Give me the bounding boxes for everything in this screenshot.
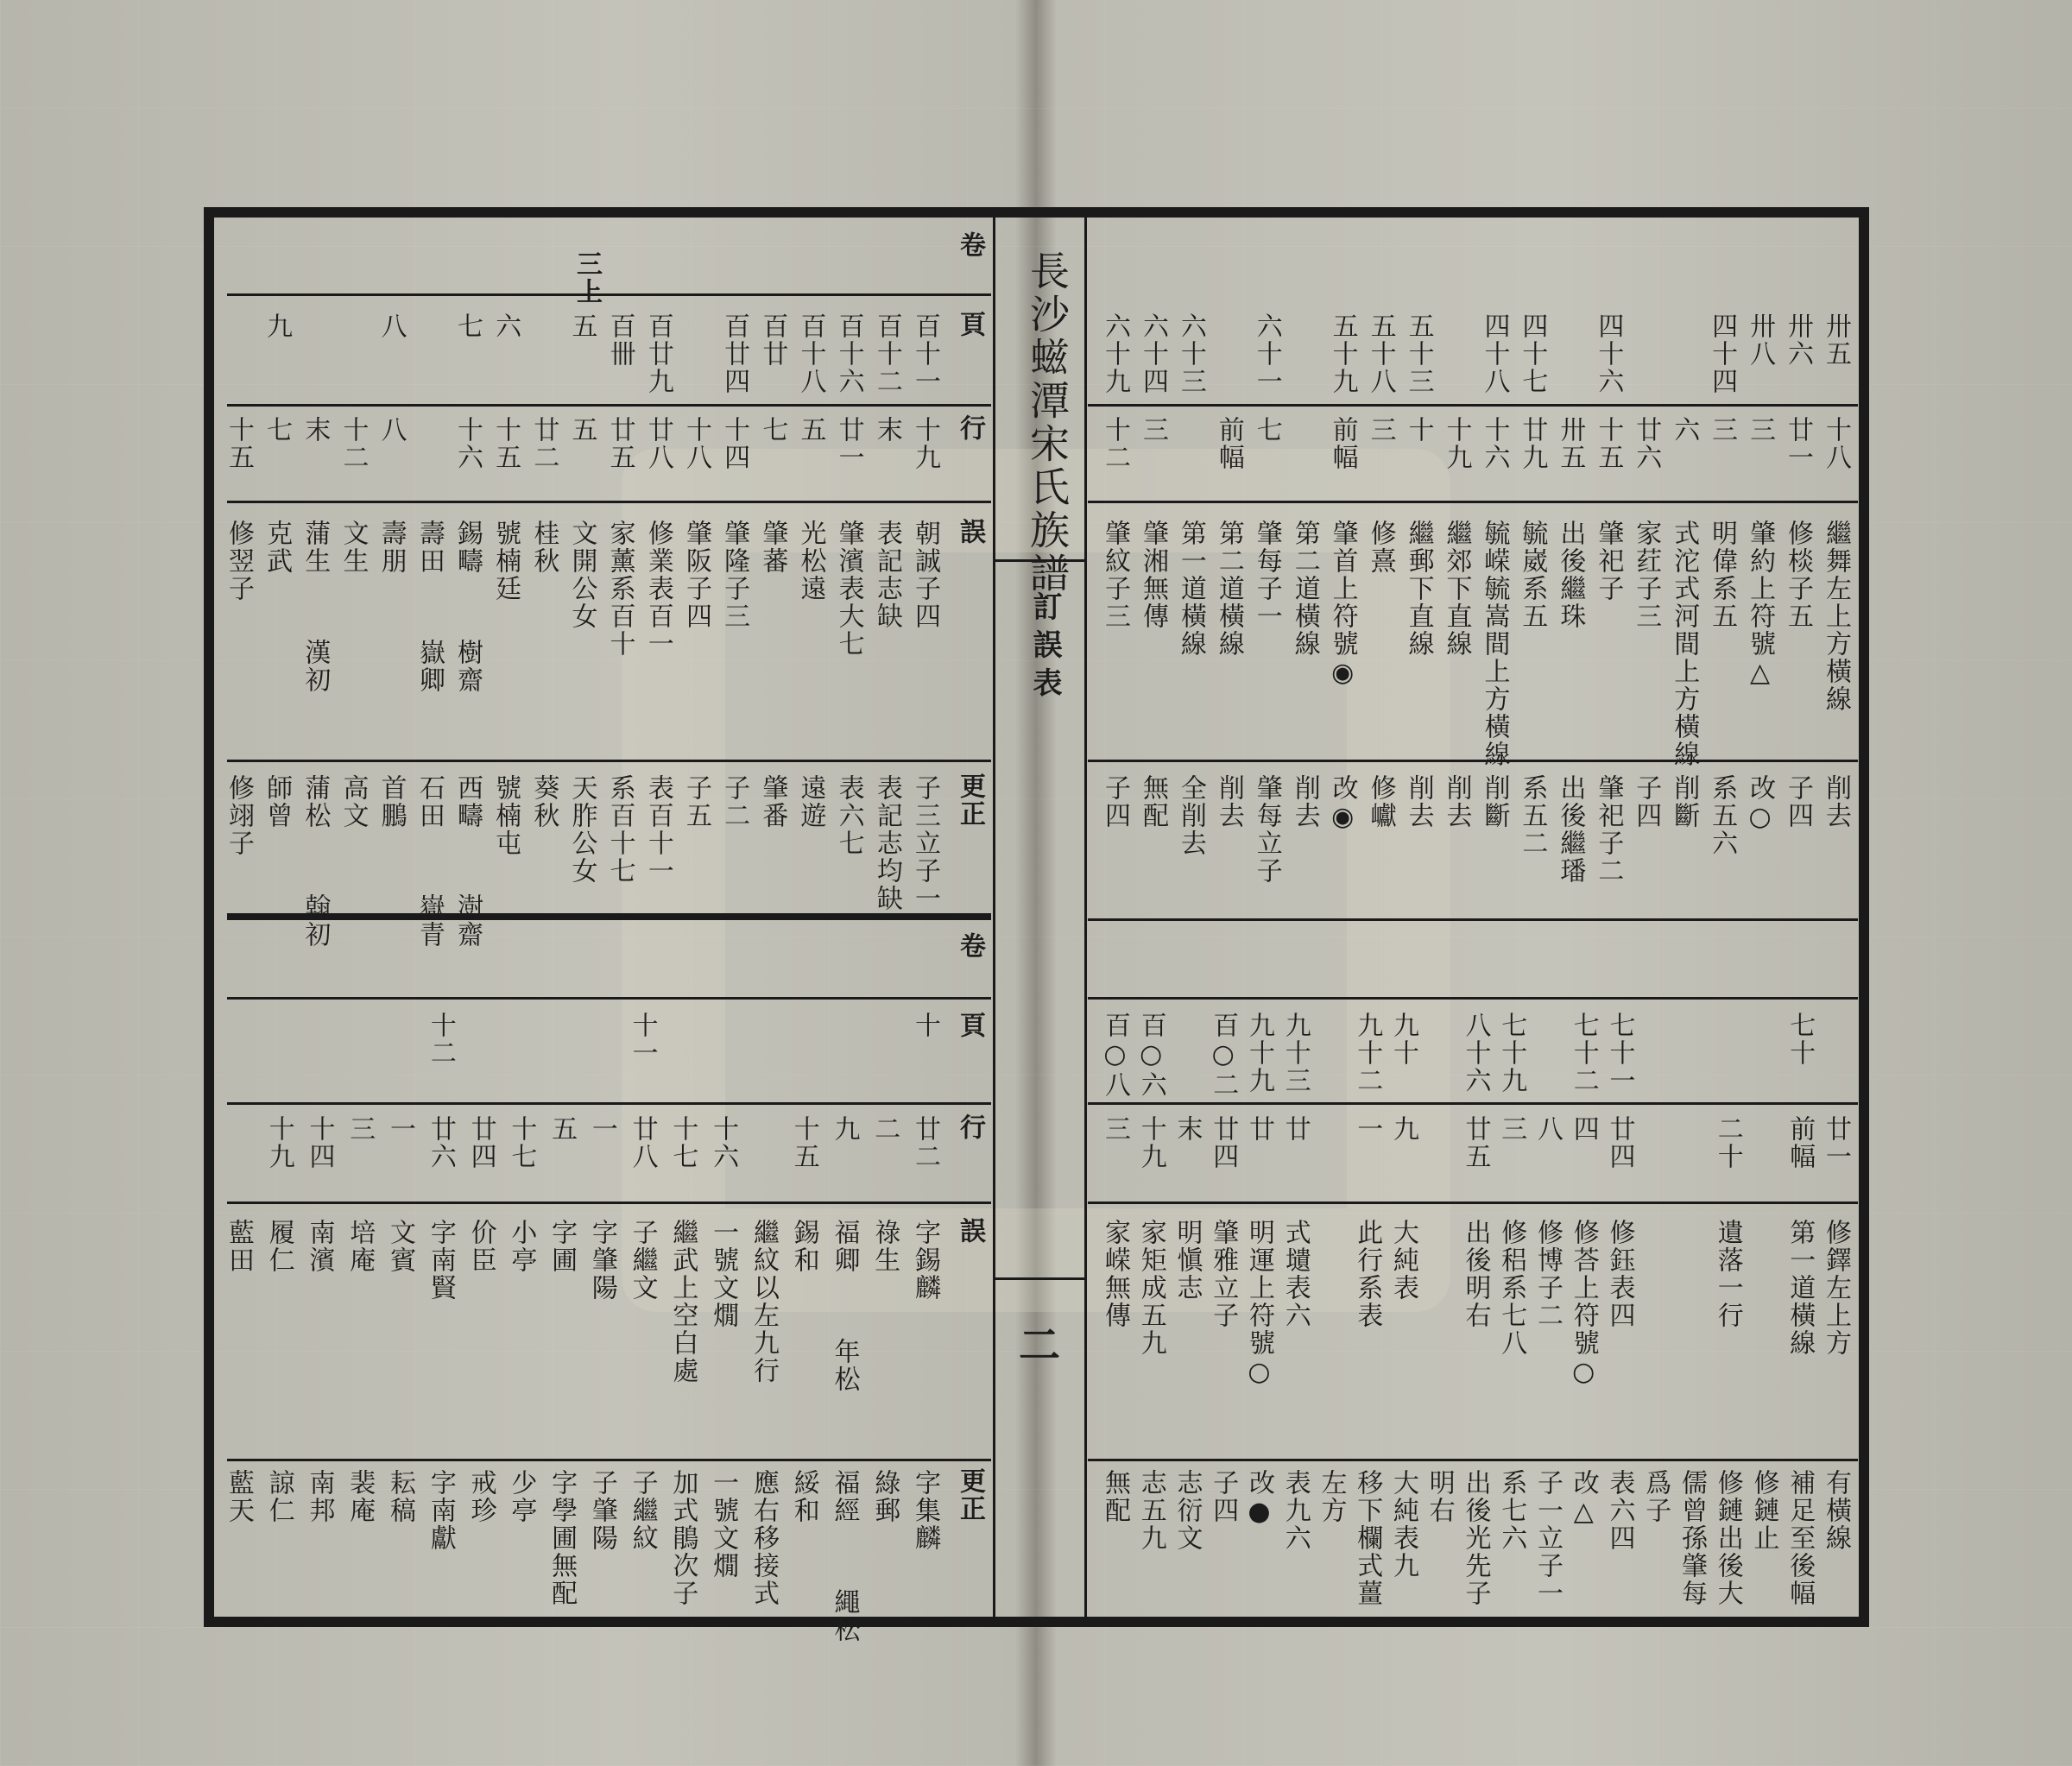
right-top-line-cell: 三	[1745, 416, 1776, 444]
left-bottom-line-cell: 三	[344, 1115, 376, 1143]
right-top-wrong-cell: 毓嵘毓嵩間上方橫線	[1479, 520, 1510, 768]
left-top-wrong-cell: 光松遠	[795, 520, 826, 602]
right-top-wrong-cell: 修棪子五	[1783, 520, 1814, 630]
left-bottom-wrong-cell: 字圃	[546, 1219, 578, 1274]
right-top-wrong-cell: 家荭子三	[1631, 520, 1662, 630]
right-top-correct-cell: 系五六	[1707, 774, 1738, 857]
left-bottom-wrong-cell: 价臣	[465, 1219, 496, 1274]
left-top-correct-cell: 師曾	[262, 774, 293, 829]
right-top-correct-cell: 削去	[1821, 774, 1851, 829]
left-top-juan-value: 三上	[572, 250, 602, 306]
right-bottom-correct-cell: 出後光先子	[1460, 1469, 1491, 1607]
right-bottom-line-cell: 廿五	[1460, 1115, 1491, 1170]
left-top-wrong-cell: 壽田 嶽卿	[414, 520, 445, 694]
right-bottom-line-cell: 二十	[1712, 1115, 1743, 1170]
right-top-correct-cell: 削斷	[1669, 774, 1700, 829]
left-section-divider	[227, 913, 991, 920]
left-top-wrong-cell: 蒲生 漢初	[300, 520, 331, 694]
left-top-correct-cell: 子五	[681, 774, 711, 829]
left-top-page-cell: 百卌	[604, 312, 635, 368]
right-bottom-line-cell: 一	[1352, 1115, 1383, 1143]
right-top-wrong-cell: 第一道橫線	[1175, 520, 1206, 658]
right-bottom-juan-line	[1088, 997, 1858, 1000]
left-bottom-line-cell: 廿四	[465, 1115, 496, 1170]
right-bottom-page-cell: 九十九	[1244, 1012, 1274, 1094]
left-bottom-line-cell: 十七	[667, 1115, 698, 1170]
right-top-line-cell: 七	[1251, 416, 1282, 444]
left-top-page-cell: 百廿九	[642, 312, 673, 395]
right-top-page-line	[1088, 404, 1858, 407]
right-top-correct-cell: 子四	[1100, 774, 1130, 829]
right-top-wrong-cell: 第二道橫線	[1289, 520, 1320, 658]
left-top-wrong-cell: 家薰系百十	[604, 520, 635, 658]
left-top-wrong-cell: 壽朋	[376, 520, 407, 575]
left-top-page-cell: 七	[452, 312, 483, 340]
left-top-wrong-cell: 號楠廷	[490, 520, 521, 602]
left-bottom-correct-cell: 南邦	[304, 1469, 335, 1524]
left-bottom-correct-cell: 戒珍	[465, 1469, 496, 1524]
right-top-line-cell: 卅五	[1555, 416, 1586, 471]
right-bottom-correct-cell: 儒曾孫肇每	[1677, 1469, 1707, 1607]
right-top-page-cell: 卅六	[1783, 312, 1814, 368]
left-top-page-cell: 五	[566, 312, 597, 340]
right-bottom-wrong-cell: 出後明右	[1460, 1219, 1491, 1329]
right-top-page-cell: 五十八	[1365, 312, 1396, 395]
right-top-line-cell: 十五	[1593, 416, 1624, 471]
left-bottom-wrong-cell: 祿生	[869, 1219, 900, 1274]
left-top-line-cell: 五	[566, 416, 597, 444]
left-bottom-correct-cell: 子繼紋	[627, 1469, 658, 1552]
right-top-wrong-cell: 肇約上符號△	[1745, 520, 1776, 690]
right-top-line-cell: 前幅	[1213, 416, 1244, 471]
left-top-page-line	[227, 404, 991, 407]
right-top-page-cell: 六十九	[1100, 312, 1130, 395]
right-bottom-line-cell: 十九	[1135, 1115, 1166, 1170]
right-top-page-cell: 卅五	[1821, 312, 1851, 368]
left-bottom-correct-cell: 字集麟	[910, 1469, 940, 1552]
right-bottom-wrong-cell: 肇雅立子	[1208, 1219, 1239, 1329]
left-top-line-cell: 五	[795, 416, 826, 444]
right-top-wrong-cell: 肇每子一	[1251, 520, 1282, 630]
left-top-correct-cell: 表六七	[833, 774, 864, 857]
left-bottom-wrong-cell: 藍田	[224, 1219, 254, 1274]
left-bottom-correct-cell: 福經 繩松	[829, 1469, 860, 1643]
right-top-page-cell: 六十一	[1251, 312, 1282, 395]
right-top-correct-cell: 削去	[1289, 774, 1320, 829]
left-bottom-page-cell: 十	[910, 1012, 940, 1039]
right-bottom-wrong-cell: 第一道橫線	[1785, 1219, 1816, 1357]
right-bottom-wrong-cell: 修荅上符號○	[1568, 1219, 1599, 1389]
right-top-line-cell: 十九	[1441, 416, 1472, 471]
right-bottom-page-cell: 七十九	[1496, 1012, 1527, 1094]
right-bottom-page-cell: 百○二	[1208, 1012, 1239, 1099]
right-bottom-wrong-cell: 遺落一行	[1712, 1219, 1743, 1329]
right-top-line-cell: 十	[1403, 416, 1434, 444]
left-bottom-wrong-cell: 南濱	[304, 1219, 335, 1274]
right-top-correct-cell: 肇每立子	[1251, 774, 1282, 885]
left-bottom-correct-cell: 諒仁	[263, 1469, 294, 1524]
left-bottom-wrong-cell: 繼紋以左九行	[748, 1219, 779, 1384]
right-bottom-correct-cell: 補足至後幅	[1785, 1469, 1816, 1607]
right-top-correct-cell: 出後繼璠	[1555, 774, 1586, 885]
left-top-wrong-cell: 修業表百一	[642, 520, 673, 658]
left-top-wrong-cell: 表記志缺	[871, 520, 902, 630]
right-section-divider	[1088, 918, 1858, 921]
left-top-correct-cell: 高文	[338, 774, 369, 829]
right-bottom-correct-cell: 子一立子一	[1532, 1469, 1563, 1607]
left-top-wrong-cell: 肇阪子四	[681, 520, 711, 630]
left-bottom-wrong-cell: 履仁	[263, 1219, 294, 1274]
right-top-correct-cell: 系五二	[1517, 774, 1548, 857]
left-bottom-label-line: 行	[955, 1113, 985, 1141]
right-bottom-correct-cell: 移下欄式薑	[1352, 1469, 1383, 1607]
right-bottom-correct-cell: 志衍文	[1172, 1469, 1203, 1552]
left-top-correct-cell: 遠遊	[795, 774, 826, 829]
right-bottom-page-cell: 百○八	[1100, 1012, 1130, 1099]
right-top-correct-cell: 削斷	[1479, 774, 1510, 829]
left-top-line-cell: 末	[871, 416, 902, 444]
right-top-line-cell: 廿六	[1631, 416, 1662, 471]
left-top-page-cell: 百廿	[757, 312, 788, 368]
right-top-correct-cell: 削去	[1441, 774, 1472, 829]
left-bottom-line-cell: 廿六	[425, 1115, 456, 1170]
right-top-page-cell: 四十四	[1707, 312, 1738, 395]
left-top-wrong-cell: 桂秋	[528, 520, 559, 575]
left-bottom-line-cell: 一	[586, 1115, 617, 1143]
right-bottom-wrong-cell: 修鐸左上方	[1821, 1219, 1851, 1357]
left-top-wrong-cell: 修翌子	[224, 520, 254, 602]
left-top-wrong-line	[227, 760, 991, 762]
right-top-line-cell: 六	[1669, 416, 1700, 444]
right-bottom-wrong-cell: 修鈺表四	[1604, 1219, 1635, 1329]
left-top-page-cell: 百廿四	[719, 312, 750, 395]
right-bottom-wrong-cell: 明愼志	[1172, 1219, 1203, 1302]
right-bottom-wrong-cell: 家矩成五九	[1135, 1219, 1166, 1357]
right-top-wrong-cell: 繼郊下直線	[1441, 520, 1472, 658]
left-bottom-line-cell: 二	[869, 1115, 900, 1143]
right-bottom-wrong-cell: 家嵘無傳	[1100, 1219, 1130, 1329]
right-top-line-cell: 前幅	[1327, 416, 1358, 471]
right-top-correct-cell: 修巘	[1365, 774, 1396, 829]
left-bottom-correct-cell: 裴庵	[344, 1469, 376, 1524]
left-top-page-cell: 百十八	[795, 312, 826, 395]
right-bottom-line-cell: 末	[1172, 1115, 1203, 1143]
right-bottom-correct-cell: 有橫線	[1821, 1469, 1851, 1552]
right-bottom-line-line	[1088, 1202, 1858, 1204]
table-subtitle: 訂誤表	[1027, 591, 1062, 705]
left-bottom-wrong-cell: 一號文燗	[708, 1219, 739, 1329]
left-top-line-cell: 七	[262, 416, 293, 444]
left-bottom-correct-cell: 耘稿	[385, 1469, 416, 1524]
right-top-wrong-cell: 出後繼珠	[1555, 520, 1586, 630]
right-top-wrong-cell: 繼舞左上方橫線	[1821, 520, 1851, 713]
left-bottom-correct-cell: 綠郵	[869, 1469, 900, 1524]
right-top-line-cell: 三	[1365, 416, 1396, 444]
right-bottom-correct-cell: 修鏈止	[1748, 1469, 1779, 1552]
left-top-correct-cell: 西疇 澍齋	[452, 774, 483, 949]
left-top-label-line: 行	[955, 414, 985, 442]
left-top-correct-cell: 表記志均缺	[871, 774, 902, 912]
left-top-line-cell: 十五	[224, 416, 254, 471]
right-top-line-cell: 三	[1707, 416, 1738, 444]
right-top-line-cell: 十六	[1479, 416, 1510, 471]
right-bottom-line-cell: 八	[1532, 1115, 1563, 1143]
right-top-wrong-cell: 肇紋子三	[1100, 520, 1130, 630]
right-bottom-correct-cell: 表九六	[1279, 1469, 1311, 1552]
right-top-correct-cell: 改◉	[1327, 774, 1358, 834]
right-bottom-wrong-cell: 修稆系七八	[1496, 1219, 1527, 1357]
left-bottom-line-line	[227, 1202, 991, 1204]
left-bottom-line-cell: 十七	[506, 1115, 537, 1170]
left-top-line-cell: 十六	[452, 416, 483, 471]
page-number: 二	[1019, 1321, 1061, 1370]
right-top-page-cell: 四十八	[1479, 312, 1510, 395]
left-bottom-page-cell: 十二	[425, 1012, 456, 1067]
left-top-wrong-cell: 錫疇 樹齋	[452, 520, 483, 694]
left-bottom-line-cell: 十四	[304, 1115, 335, 1170]
left-bottom-label-correct: 更正	[955, 1467, 985, 1523]
right-bottom-wrong-cell: 明運上符號○	[1244, 1219, 1274, 1389]
right-bottom-page-cell: 七十二	[1568, 1012, 1599, 1094]
right-top-correct-cell: 全削去	[1175, 774, 1206, 857]
left-bottom-correct-cell: 字南獻	[425, 1469, 456, 1552]
left-bottom-line-cell: 九	[829, 1115, 860, 1143]
right-bottom-wrong-cell: 修博子二	[1532, 1219, 1563, 1329]
right-bottom-correct-cell: 改●	[1244, 1469, 1274, 1529]
right-top-page-cell: 四十七	[1517, 312, 1548, 395]
left-top-line-cell: 十四	[719, 416, 750, 471]
left-top-wrong-cell: 文開公女	[566, 520, 597, 630]
right-top-page-cell: 卅八	[1745, 312, 1776, 368]
left-top-correct-cell: 表百十一	[642, 774, 673, 885]
left-top-page-cell: 九	[262, 312, 293, 340]
right-bottom-page-cell: 九十三	[1279, 1012, 1311, 1094]
left-top-page-cell: 六	[490, 312, 521, 340]
left-top-wrong-cell: 克武	[262, 520, 293, 575]
right-top-line-cell: 十二	[1100, 416, 1130, 471]
left-top-line-cell: 末	[300, 416, 331, 444]
right-bottom-page-cell: 七十	[1785, 1012, 1816, 1067]
left-bottom-wrong-cell: 子繼文	[627, 1219, 658, 1302]
left-bottom-line-cell: 廿二	[910, 1115, 940, 1170]
right-top-line-cell: 三	[1137, 416, 1168, 444]
right-bottom-correct-cell: 無配	[1100, 1469, 1130, 1524]
left-top-line-cell: 十二	[338, 416, 369, 471]
left-bottom-line-cell: 五	[546, 1115, 578, 1143]
left-bottom-line-cell: 十九	[263, 1115, 294, 1170]
left-top-correct-cell: 天胙公女	[566, 774, 597, 885]
left-bottom-juan-line	[227, 997, 991, 1000]
right-bottom-page-cell: 八十六	[1460, 1012, 1491, 1094]
left-top-line-cell: 十八	[681, 416, 711, 471]
left-bottom-wrong-line	[227, 1459, 991, 1461]
right-bottom-wrong-cell: 大純表	[1388, 1219, 1418, 1302]
left-top-line-cell: 廿一	[833, 416, 864, 471]
left-bottom-label-wrong: 誤	[955, 1217, 985, 1245]
left-top-correct-cell: 子三立子一	[910, 774, 940, 912]
right-bottom-correct-cell: 子四	[1208, 1469, 1239, 1524]
right-bottom-wrong-line	[1088, 1459, 1858, 1461]
left-top-line-cell: 廿二	[528, 416, 559, 471]
left-top-correct-cell: 號楠屯	[490, 774, 521, 857]
left-top-wrong-cell: 朝誠子四	[910, 520, 940, 630]
left-bottom-label-page: 頁	[955, 1012, 985, 1039]
right-top-line-cell: 廿一	[1783, 416, 1814, 471]
left-bottom-correct-cell: 應右移接式	[748, 1469, 779, 1607]
right-bottom-correct-cell: 改△	[1568, 1469, 1599, 1529]
left-bottom-correct-cell: 少亭	[506, 1469, 537, 1524]
right-top-correct-cell: 削去	[1403, 774, 1434, 829]
left-top-correct-cell: 石田 嶽青	[414, 774, 445, 949]
right-bottom-line-cell: 三	[1496, 1115, 1527, 1143]
right-top-page-cell: 六十三	[1175, 312, 1206, 395]
right-bottom-line-cell: 廿	[1244, 1115, 1274, 1143]
left-top-line-cell: 廿五	[604, 416, 635, 471]
left-top-wrong-cell: 肇隆子三	[719, 520, 750, 630]
left-bottom-wrong-cell: 字肇陽	[586, 1219, 617, 1302]
right-bottom-line-cell: 廿	[1279, 1115, 1311, 1143]
left-bottom-juan-label: 卷	[955, 932, 985, 960]
right-top-page-cell: 五十九	[1327, 312, 1358, 395]
right-top-line-cell: 十八	[1821, 416, 1851, 471]
left-top-page-cell: 百十六	[833, 312, 864, 395]
right-bottom-line-cell: 三	[1100, 1115, 1130, 1143]
left-bottom-line-cell: 十六	[708, 1115, 739, 1170]
right-top-line-cell: 廿九	[1517, 416, 1548, 471]
left-bottom-wrong-cell: 小亭	[506, 1219, 537, 1274]
right-top-page-cell: 六十四	[1137, 312, 1168, 395]
right-bottom-correct-cell: 左方	[1316, 1469, 1347, 1524]
left-top-line-cell: 十九	[910, 416, 940, 471]
right-top-correct-cell: 無配	[1137, 774, 1168, 829]
left-bottom-correct-cell: 藍天	[224, 1469, 254, 1524]
right-bottom-correct-cell: 表六四	[1604, 1469, 1635, 1552]
left-top-wrong-cell: 文生	[338, 520, 369, 575]
left-bottom-correct-cell: 子肇陽	[586, 1469, 617, 1552]
right-bottom-correct-cell: 爲子	[1640, 1469, 1671, 1524]
left-bottom-wrong-cell: 繼武上空白處	[667, 1219, 698, 1384]
left-bottom-page-line	[227, 1102, 991, 1105]
left-top-line-cell: 七	[757, 416, 788, 444]
right-bottom-correct-cell: 明右	[1424, 1469, 1455, 1524]
right-bottom-line-cell: 九	[1388, 1115, 1418, 1143]
left-top-correct-cell: 子二	[719, 774, 750, 829]
right-top-wrong-line	[1088, 760, 1858, 762]
center-right-rule	[1084, 218, 1087, 1617]
right-bottom-correct-cell: 系七六	[1496, 1469, 1527, 1552]
left-bottom-wrong-cell: 文賓	[385, 1219, 416, 1274]
right-bottom-page-cell: 百○六	[1135, 1012, 1166, 1099]
right-bottom-correct-cell: 志五九	[1135, 1469, 1166, 1552]
left-top-page-cell: 百十一	[910, 312, 940, 395]
left-top-wrong-cell: 肇蕃	[757, 520, 788, 575]
right-top-correct-cell: 肇祀子二	[1593, 774, 1624, 885]
right-top-wrong-cell: 式沱式河間上方橫線	[1669, 520, 1700, 768]
left-top-correct-cell: 系百十七	[604, 774, 635, 885]
right-top-correct-cell: 改○	[1745, 774, 1776, 834]
left-top-label-page: 頁	[955, 311, 985, 338]
left-top-correct-cell: 蒲松 翰初	[300, 774, 331, 949]
left-top-juan-line	[227, 293, 991, 296]
left-top-correct-cell: 葵秋	[528, 774, 559, 829]
right-top-page-cell: 五十三	[1403, 312, 1434, 395]
left-bottom-wrong-cell: 字南賢	[425, 1219, 456, 1302]
right-top-wrong-cell: 肇湘無傳	[1137, 520, 1168, 630]
left-bottom-wrong-cell: 錫和	[788, 1219, 819, 1274]
left-bottom-line-cell: 十五	[788, 1115, 819, 1170]
left-top-juan-label: 卷	[955, 231, 985, 259]
right-bottom-page-cell: 七十一	[1604, 1012, 1635, 1094]
left-bottom-wrong-cell: 培庵	[344, 1219, 376, 1274]
right-top-line-line	[1088, 501, 1858, 503]
left-top-label-correct: 更正	[955, 773, 985, 828]
right-top-correct-cell: 削去	[1213, 774, 1244, 829]
right-bottom-line-cell: 廿四	[1604, 1115, 1635, 1170]
right-bottom-page-line	[1088, 1102, 1858, 1105]
book-title: 長沙螆潭宋氏族譜	[1024, 250, 1071, 596]
right-bottom-correct-cell: 大純表九	[1388, 1469, 1418, 1580]
left-top-page-cell: 百十二	[871, 312, 902, 395]
left-top-line-cell: 八	[376, 416, 407, 444]
left-bottom-correct-cell: 一號文燗	[708, 1469, 739, 1580]
left-top-correct-cell: 修翊子	[224, 774, 254, 857]
left-bottom-correct-cell: 綏和	[788, 1469, 819, 1524]
left-bottom-correct-cell: 加式鵑次子	[667, 1469, 698, 1607]
left-bottom-page-cell: 十一	[627, 1012, 658, 1067]
right-top-wrong-cell: 第二道橫線	[1213, 520, 1244, 658]
right-top-wrong-cell: 毓崴系五	[1517, 520, 1548, 630]
right-bottom-page-cell: 九十	[1388, 1012, 1418, 1067]
left-top-correct-cell: 首鵬	[376, 774, 407, 829]
left-top-wrong-cell: 肇濱表大七	[833, 520, 864, 658]
right-bottom-line-cell: 四	[1568, 1115, 1599, 1143]
left-top-line-line	[227, 501, 991, 503]
right-bottom-line-cell: 廿四	[1208, 1115, 1239, 1170]
right-bottom-line-cell: 廿一	[1821, 1115, 1851, 1170]
right-bottom-page-cell: 九十二	[1352, 1012, 1383, 1094]
right-bottom-line-cell: 前幅	[1785, 1115, 1816, 1170]
left-bottom-line-cell: 廿八	[627, 1115, 658, 1170]
right-top-correct-cell: 子四	[1631, 774, 1662, 829]
left-top-correct-cell: 肇番	[757, 774, 788, 829]
right-top-wrong-cell: 肇首上符號◉	[1327, 520, 1358, 690]
left-top-page-cell: 八	[376, 312, 407, 340]
left-top-label-wrong: 誤	[955, 518, 985, 546]
left-bottom-correct-cell: 字學圃無配	[546, 1469, 578, 1607]
center-divider-2	[993, 1277, 1087, 1280]
left-top-line-cell: 十五	[490, 416, 521, 471]
left-bottom-wrong-cell: 福卿 年松	[829, 1219, 860, 1393]
right-top-page-cell: 四十六	[1593, 312, 1624, 395]
right-top-wrong-cell: 肇祀子	[1593, 520, 1624, 602]
right-top-correct-cell: 子四	[1783, 774, 1814, 829]
left-top-line-cell: 廿八	[642, 416, 673, 471]
center-left-rule	[993, 218, 995, 1617]
right-top-wrong-cell: 繼郵下直線	[1403, 520, 1434, 658]
right-top-wrong-cell: 修熹	[1365, 520, 1396, 575]
right-bottom-correct-cell: 修鏈出後大	[1712, 1469, 1743, 1607]
right-bottom-wrong-cell: 此行系表	[1352, 1219, 1383, 1329]
right-top-wrong-cell: 明偉系五	[1707, 520, 1738, 630]
left-bottom-line-cell: 一	[385, 1115, 416, 1143]
left-bottom-wrong-cell: 字錫麟	[910, 1219, 940, 1302]
right-bottom-wrong-cell: 式壝表六	[1279, 1219, 1311, 1329]
